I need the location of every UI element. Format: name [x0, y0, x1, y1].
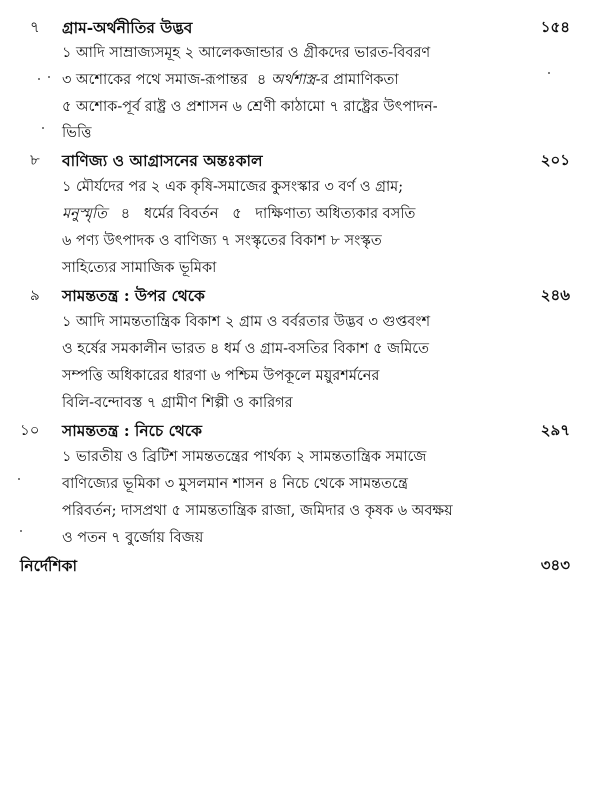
chapter-8-subline-2: [0, 201, 600, 228]
subtopics-text: [62, 67, 542, 94]
subtopics-text: সম্পত্তি অধিকারের ধারণা ৬ পশ্চিম উপকূলে ময়ুরশর্মনের: [62, 368, 380, 384]
subtopics-text: ১ আদি সামন্ততান্ত্রিক বিকাশ ২ গ্রাম ও বর্বরতার উদ্ভব ৩ গুপ্তবংশ: [62, 314, 431, 330]
page-number: ২৯৭: [540, 421, 570, 439]
chapter-title: সামন্ততন্ত্র : উপর থেকে: [62, 286, 205, 305]
page-number: ২৪৬: [540, 286, 570, 304]
subtopics-text-part: ৪ ধর্মের বিবর্তন ৫ দাক্ষিণাত্য অধিত্যকার বসতি: [106, 206, 416, 222]
chapter-9-subline-4: [0, 390, 600, 417]
index-title: নির্দেশিকা: [20, 556, 78, 575]
subtopics-text: পরিবর্তন; দাসপ্রথা ৫ সামন্ততান্ত্রিক রাজা, জমিদার ও কৃষক ৬ অবক্ষয়: [62, 503, 453, 519]
chapter-10-heading: [0, 417, 600, 444]
chapter-9-heading: [0, 282, 600, 309]
subtopics-text: ভিত্তি: [62, 125, 92, 141]
subtopics-text: ১ মৌর্যদের পর ২ এক কৃষি-সমাজের কুসংস্কার ৩ বর্ণ ও গ্রাম;: [62, 179, 404, 195]
chapter-title: সামন্ততন্ত্র : নিচে থেকে: [62, 421, 203, 440]
subtopics-text: ও পতন ৭ বুর্জোয় বিজয়: [62, 530, 204, 546]
subtopics-text: সাহিত্যের সামাজিক ভূমিকা: [62, 260, 217, 276]
italic-book-title: অর্থশাস্ত্র: [270, 72, 316, 88]
scan-speck: [20, 530, 22, 532]
chapter-7-heading: [0, 14, 600, 41]
subtopics-text-part: -র প্রামাণিকতা: [315, 72, 399, 88]
chapter-number: ৭: [30, 18, 40, 36]
chapter-10-subline-2: [0, 471, 600, 498]
chapter-8-subline-4: [0, 255, 600, 282]
italic-book-title: মনুস্মৃতি: [62, 206, 107, 222]
subtopics-text: ১ আদি সাম্রাজ্যসমূহ ২ আলেকজান্ডার ও গ্রীকদের ভারত-বিবরণ: [62, 45, 431, 61]
chapter-9-subline-2: [0, 336, 600, 363]
chapter-8-heading: [0, 147, 600, 174]
index-entry: [0, 552, 600, 579]
subtopics-text: বিলি-বন্দোবস্ত ৭ গ্রামীণ শিল্পী ও কারিগর: [62, 395, 293, 411]
subtopics-text: [62, 201, 542, 228]
page-number: ১৫৪: [540, 18, 570, 36]
scan-speck: [18, 478, 20, 480]
page-number: ২০১: [540, 151, 570, 169]
chapter-10-subline-4: [0, 525, 600, 552]
scan-speck: [42, 127, 44, 129]
chapter-10-subline-3: [0, 498, 600, 525]
subtopics-text: ৬ পণ্য উৎপাদক ও বাণিজ্য ৭ সংস্কৃতের বিকাশ ৮ সংস্কৃত: [62, 233, 382, 249]
chapter-number: ৯: [30, 286, 40, 304]
chapter-7-subline-2: [0, 67, 600, 94]
subtopics-text: ১ ভারতীয় ও ব্রিটিশ সামন্ততন্ত্রের পার্থক্য ২ সামন্ততান্ত্রিক সমাজে: [62, 449, 427, 465]
chapter-7-subline-1: [0, 40, 600, 67]
chapter-10-subline-1: [0, 444, 600, 471]
chapter-7-subline-4: [0, 120, 600, 147]
chapter-8-subline-3: [0, 228, 600, 255]
subtopics-text: ও হর্ষের সমকালীন ভারত ৪ ধর্ম ও গ্রাম-বসতির বিকাশ ৫ জমিতে: [62, 341, 429, 357]
chapter-title: গ্রাম-অর্থনীতির উদ্ভব: [62, 18, 193, 37]
subtopics-text: ৫ অশোক-পূর্ব রাষ্ট্র ও প্রশাসন ৬ শ্রেণী কাঠামো ৭ রাষ্ট্রের উৎপাদন-: [62, 99, 438, 115]
scan-speck: [48, 76, 50, 78]
subtopics-text: বাণিজ্যের ভূমিকা ৩ মুসলমান শাসন ৪ নিচে থেকে সামন্ততন্ত্রে: [62, 476, 408, 492]
subtopics-text-part: ৩ অশোকের পথে সমাজ-রূপান্তর ৪: [62, 72, 271, 88]
scan-speck: [548, 72, 550, 74]
page-number: ৩৪৩: [540, 556, 570, 574]
chapter-title: বাণিজ্য ও আগ্রাসনের অন্তঃকাল: [62, 151, 263, 170]
chapter-number: ৮: [30, 151, 40, 169]
scan-speck: [38, 78, 40, 80]
chapter-9-subline-1: [0, 309, 600, 336]
chapter-7-subline-3: [0, 94, 600, 121]
chapter-9-subline-3: [0, 363, 600, 390]
chapter-8-subline-1: [0, 174, 600, 201]
chapter-number: ১০: [20, 421, 40, 439]
